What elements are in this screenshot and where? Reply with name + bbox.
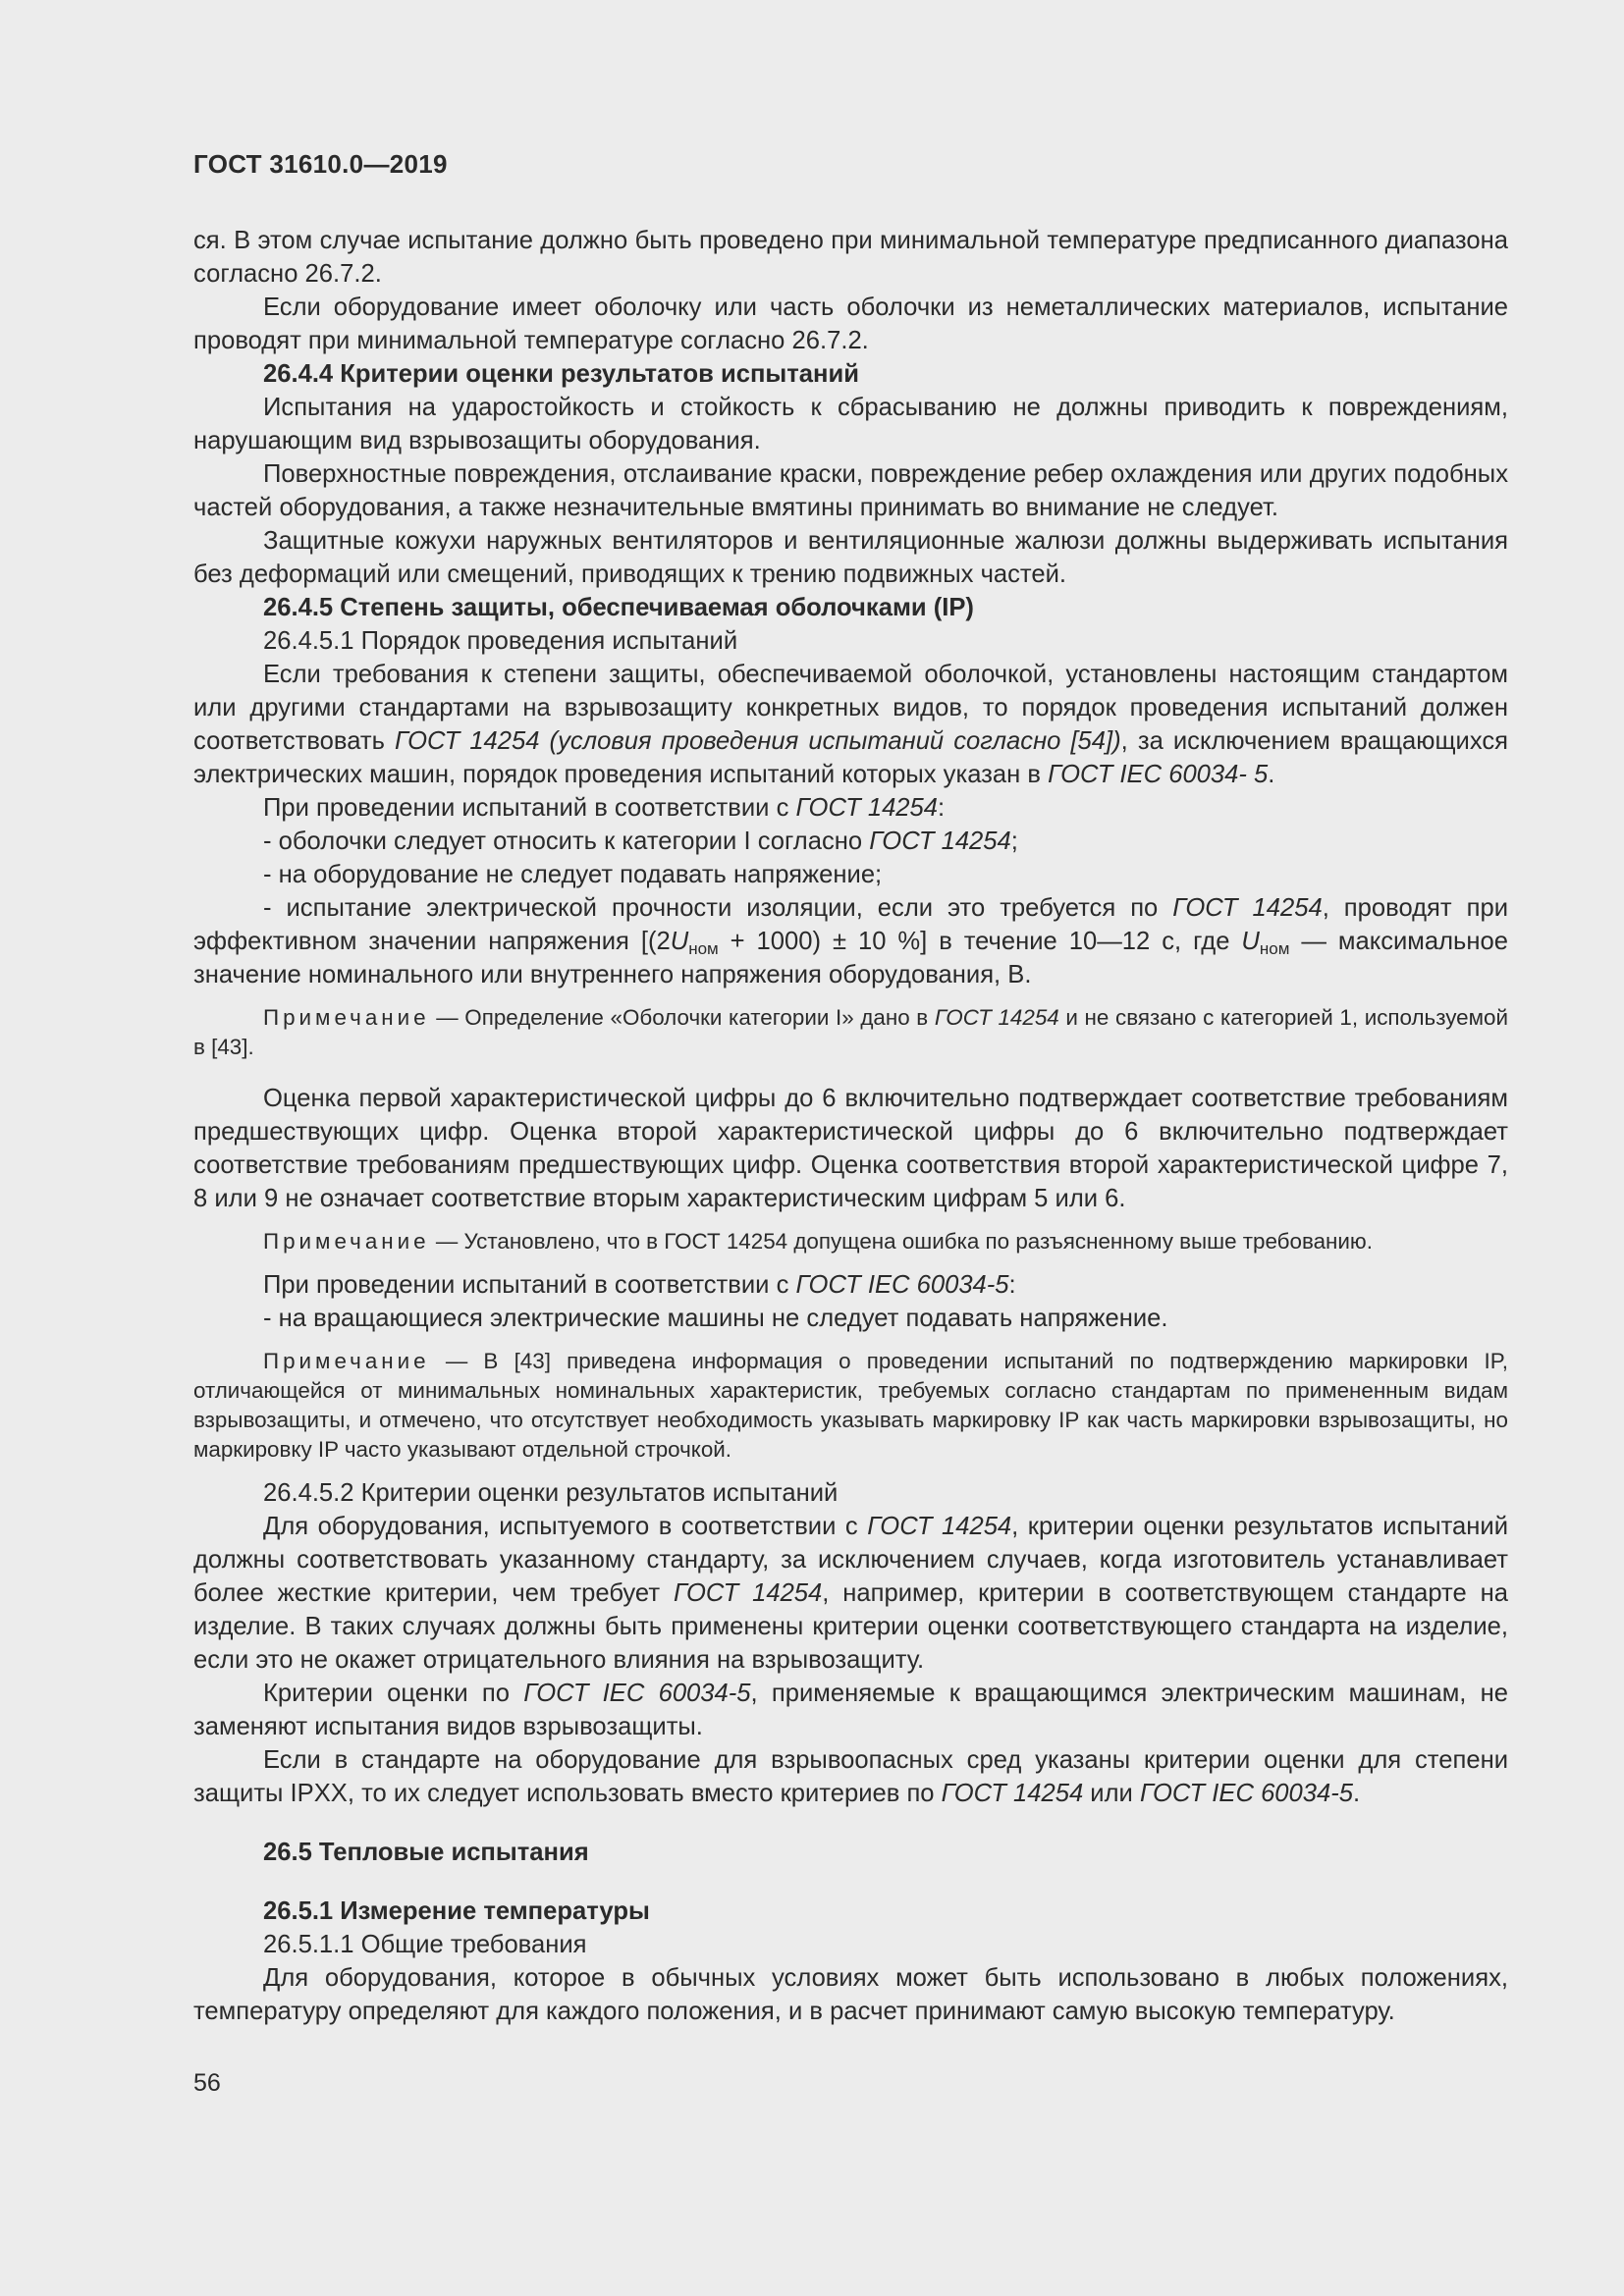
paragraph: Если в стандарте на оборудование для взрывоопасных сред указаны критерии оценки для степени защиты IPXX, то их следует использовать вместо критериев по ГОСТ 14254 или ГОСТ IEC 60034-5. (193, 1746, 1508, 1807)
document-body (193, 224, 1508, 2028)
paragraph: При проведении испытаний в соответствии с ГОСТ IEC 60034-5: (263, 1271, 1016, 1299)
paragraph: Для оборудования, испытуемого в соответствии с ГОСТ 14254, критерии оценки результатов испытаний должны соответствовать указанному стандарту, за исключением случаев, когда изготовитель устанавливает более жесткие критерии, чем требует ГОСТ 14254, например, критерии в соответствующем стандарте на изделие. В таких случаях должны быть применены критерии оценки соответствующего стандарта на изделие, если это не окажет отрицательного влияния на взрывозащиту. (193, 1513, 1509, 1674)
subsection-heading: 26.4.5.1 Порядок проведения испытаний (263, 627, 738, 655)
list-item: - испытание электрической прочности изоляции, если это требуется по ГОСТ 14254, проводят при эффективном значении напряжения [$(2U_{ном} + 1000) \pm 10$ %] в течение 10—12 с, где $U_{ном}$ — максимальное значение номинального или внутреннего напряжения оборудования, В. (193, 894, 1509, 988)
document-header: ГОСТ 31610.0—2019 (193, 149, 448, 179)
list-item: - на оборудование не следует подавать напряжение; (263, 861, 883, 888)
note: Примечание — Установлено, что в ГОСТ 14254 допущена ошибка по разъясненному выше требованию. (263, 1229, 1373, 1254)
paragraph: Для оборудования, которое в обычных условиях может быть использовано в любых положениях, температуру определяют для каждого положения, и в расчет принимают самую высокую температуру. (193, 1964, 1508, 2025)
section-heading: 26.5 Тепловые испытания (263, 1839, 589, 1866)
paragraph: ся. В этом случае испытание должно быть проведено при минимальной температуре предписанного диапазона согласно 26.7.2. (193, 227, 1508, 288)
note: Примечание — В [43] приведена информация о проведении испытаний по подтверждению маркировки IP, отличающейся от минимальных номинальных характеристик, требуемых согласно стандартам по примененным видам взрывозащиты, и отмечено, что отсутствует необходимость указывать маркировку IP как часть маркировки взрывозащиты, но маркировку IP часто указывают отдельной строчкой. (193, 1349, 1508, 1462)
note: Примечание — Определение «Оболочки категории I» дано в ГОСТ 14254 и не связано с категорией 1, используемой в [43]. (193, 1005, 1508, 1059)
subsection-heading: 26.4.5.2 Критерии оценки результатов испытаний (263, 1479, 839, 1507)
paragraph: Если оборудование имеет оболочку или часть оболочки из неметаллических материалов, испытание проводят при минимальной температуре согласно 26.7.2. (193, 294, 1508, 354)
paragraph: Поверхностные повреждения, отслаивание краски, повреждение ребер охлаждения или других подобных частей оборудования, а также незначительные вмятины принимать во внимание не следует. (193, 460, 1508, 521)
section-heading: 26.4.5 Степень защиты, обеспечиваемая оболочками (IP) (263, 594, 974, 621)
list-item: - оболочки следует относить к категории I согласно ГОСТ 14254; (263, 828, 1018, 855)
paragraph: Если требования к степени защиты, обеспечиваемой оболочкой, установлены настоящим стандартом или другими стандартами на взрывозащиту конкретных видов, то порядок проведения испытаний должен соответствовать ГОСТ 14254 (условия проведения испытаний согласно [54]), за исключением вращающихся электрических машин, порядок проведения испытаний которых указан в ГОСТ IEC 60034- 5. (193, 661, 1508, 788)
paragraph: Защитные кожухи наружных вентиляторов и вентиляционные жалюзи должны выдерживать испытания без деформаций или смещений, приводящих к трению подвижных частей. (193, 527, 1508, 588)
paragraph: Оценка первой характеристической цифры до 6 включительно подтверждает соответствие требованиям предшествующих цифр. Оценка второй характеристической цифры до 6 включительно подтверждает соответствие требованиям предшествующих цифр. Оценка соответствия второй характеристической цифре 7, 8 или 9 не означает соответствие вторым характеристическим цифрам 5 или 6. (193, 1085, 1508, 1212)
paragraph: Критерии оценки по ГОСТ IEC 60034-5, применяемые к вращающимся электрическим машинам, не заменяют испытания видов взрывозащиты. (193, 1680, 1509, 1740)
paragraph: Испытания на ударостойкость и стойкость к сбрасыванию не должны приводить к повреждениям, нарушающим вид взрывозащиты оборудования. (193, 394, 1508, 454)
page-number: 56 (193, 2069, 221, 2097)
section-heading: 26.5.1 Измерение температуры (263, 1897, 650, 1925)
list-item: - на вращающиеся электрические машины не следует подавать напряжение. (263, 1305, 1168, 1332)
section-heading: 26.4.4 Критерии оценки результатов испытаний (263, 360, 859, 388)
paragraph: При проведении испытаний в соответствии с ГОСТ 14254: (263, 794, 946, 822)
subsection-heading: 26.5.1.1 Общие требования (263, 1931, 587, 1958)
